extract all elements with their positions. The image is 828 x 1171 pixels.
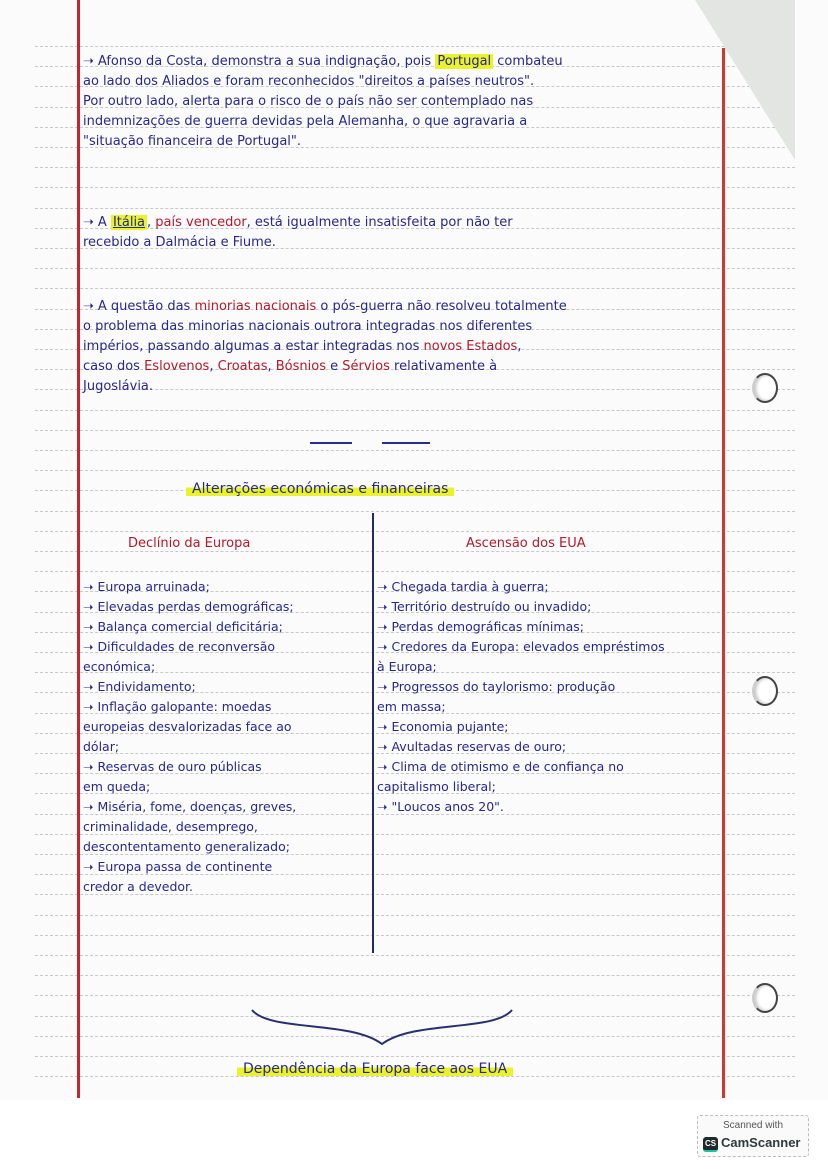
list-item-line [83,797,368,817]
watermark-top-text: Scanned with [722,1120,784,1131]
arrow-bullet-icon: ➝ [83,679,94,694]
text-line: Jugoslávia. [83,379,154,394]
list-item-line [377,777,722,797]
text: o pós-guerra não resolveu totalmente [316,299,567,314]
list-item-line [377,617,722,637]
text: impérios, passando algumas a estar integradas nos [83,339,424,354]
list-item-line [377,637,722,657]
list-item-line [377,597,722,617]
list-item-line [83,617,368,637]
list-item-text: dólar; [83,739,120,754]
arrow-bullet-icon: ➝ [377,599,388,614]
list-item-line [83,817,368,837]
ruled-line [35,551,795,552]
binder-hole-3 [752,983,778,1013]
list-item-text: criminalidade, desemprego, [83,819,258,834]
list-item-text: Miséria, fome, doenças, greves, [97,799,297,814]
list-item-line [377,737,722,757]
text-line: indemnizações de guerra devidas pela Alemanha, o que agravaria a [83,114,528,129]
highlighted-word: Itália [112,215,146,230]
binder-hole-2 [752,676,778,706]
list-item-text: à Europa; [377,659,437,674]
list-item-text: capitalismo liberal; [377,779,496,794]
conclusion-text: Dependência da Europa face aos EUA [237,1061,513,1077]
ruled-line [35,511,795,512]
ruled-line [35,167,795,168]
ruled-line [35,975,795,976]
watermark-brand: CamScanner [721,1135,801,1150]
ruled-line [35,915,795,916]
list-item-text: Credores da Europa: elevados empréstimos [391,639,665,654]
text-line [83,297,723,317]
list-item-line [377,797,722,817]
list-item-line [83,637,368,657]
ruled-line [35,410,795,411]
left-column-heading: Declínio da Europa [128,536,251,551]
arrow-bullet-icon: ➝ [83,299,94,314]
binder-hole-1 [752,373,778,403]
arrow-bullet-icon: ➝ [83,215,94,230]
ruled-line [35,187,795,188]
list-item-line [83,777,368,797]
ruled-line [35,531,795,532]
text: , [517,339,522,354]
text: relativamente à [389,359,498,374]
list-item-line [83,597,368,617]
text-line: o problema das minorias nacionais outrora integradas nos diferentes [83,319,533,334]
list-item-text: Território destruído ou invadido; [391,599,592,614]
red-phrase: Croatas [217,359,268,374]
list-item-text: credor a devedor. [83,879,194,894]
list-item-line [83,677,368,697]
ruled-line [35,571,795,572]
list-item-text: Endividamento; [97,679,196,694]
list-item-text: em queda; [83,779,151,794]
text-line: recebido a Dalmácia e Fiume. [83,235,276,250]
text: , está igualmente insatisfeita por não ter [246,215,513,230]
red-phrase: novos Estados [423,339,518,354]
red-phrase: minorias nacionais [194,299,317,314]
arrow-bullet-icon: ➝ [83,579,94,594]
list-item-line [377,757,722,777]
list-item-line [377,677,722,697]
text-line [83,357,723,377]
left-column-list [83,577,368,897]
list-item-line [83,737,368,757]
list-item-text: em massa; [377,699,446,714]
list-item-line [83,877,368,897]
list-item-text: Europa arruinada; [97,579,210,594]
camscanner-watermark [697,1115,809,1157]
text: , [267,359,276,374]
list-item-line [83,697,368,717]
separator-dash-right [382,442,430,444]
text-line [83,52,723,72]
list-item-text: Balança comercial deficitária; [97,619,283,634]
text: caso dos [83,359,145,374]
ruled-line [35,1056,795,1057]
paragraph-afonso-costa [83,52,723,152]
paragraph-minorias [83,297,723,397]
arrow-bullet-icon: ➝ [83,859,94,874]
right-margin-line [722,48,725,1098]
list-item-text: Chegada tardia à guerra; [391,579,549,594]
ruled-line [35,470,795,471]
arrow-bullet-icon: ➝ [83,619,94,634]
arrow-bullet-icon: ➝ [377,719,388,734]
arrow-bullet-icon: ➝ [377,639,388,654]
arrow-bullet-icon: ➝ [83,799,94,814]
text-line [83,337,723,357]
list-item-text: Progressos do taylorismo: produção [391,679,616,694]
text-line: Por outro lado, alerta para o risco de o país não ser contemplado nas [83,94,534,109]
arrow-bullet-icon: ➝ [83,599,94,614]
arrow-bullet-icon: ➝ [377,619,388,634]
ruled-line [35,208,795,209]
ruled-line [35,995,795,996]
text: Afonso da Costa, demonstra a sua indignação, pois Portugal combateu [97,54,563,69]
list-item-text: Inflação galopante: moedas [97,699,272,714]
ruled-line [35,268,795,269]
list-item-line [83,837,368,857]
list-item-text: "Loucos anos 20". [391,799,504,814]
list-item-line [83,757,368,777]
text: , [209,359,218,374]
ruled-line [35,46,795,47]
text-line: ao lado dos Aliados e foram reconhecidos "direitos a países neutros". [83,74,535,89]
red-phrase: Bósnios [275,359,326,374]
text: A questão das [97,299,195,314]
arrow-bullet-icon: ➝ [83,759,94,774]
arrow-bullet-icon: ➝ [377,799,388,814]
list-item-line [83,857,368,877]
separator-dash-left [310,442,352,444]
left-margin-line [77,0,80,1098]
camscanner-logo-icon: CS [703,1137,718,1152]
right-column-heading: Ascensão dos EUA [466,536,586,551]
list-item-line [83,717,368,737]
arrow-bullet-icon: ➝ [377,679,388,694]
right-column-list [377,577,722,817]
list-item-text: Reservas de ouro públicas [97,759,262,774]
list-item-text: descontentamento generalizado; [83,839,290,854]
text: e [325,359,343,374]
text-line: ➝ A Itália , país vencedor, está igualmente insatisfeita por não ter [83,215,513,230]
list-item-text: Perdas demográficas mínimas; [391,619,584,634]
red-phrase: Sérvios [342,359,390,374]
ruled-line [35,955,795,956]
paragraph-italia [83,213,723,253]
arrow-bullet-icon: ➝ [377,579,388,594]
list-item-text: Clima de otimismo e de confiança no [391,759,624,774]
list-item-text: económica; [83,659,156,674]
arrow-bullet-icon: ➝ [83,699,94,714]
list-item-line [377,577,722,597]
text-line: "situação financeira de Portugal". [83,134,302,149]
list-item-line [83,657,368,677]
list-item-text: Dificuldades de reconversão [97,639,276,654]
section-title: Alterações económicas e financeiras [186,481,454,497]
arrow-bullet-icon: ➝ [83,639,94,654]
column-divider [372,513,374,953]
list-item-line [377,657,722,677]
list-item-text: Avultadas reservas de ouro; [391,739,567,754]
list-item-line [83,577,368,597]
ruled-line [35,430,795,431]
highlighted-word: Portugal [437,54,492,69]
list-item-line [377,717,722,737]
arrow-bullet-icon: ➝ [377,759,388,774]
list-item-text: Elevadas perdas demográficas; [97,599,294,614]
text: A [97,215,111,230]
list-item-text: Economia pujante; [391,719,509,734]
ruled-line [35,935,795,936]
ruled-line [35,288,795,289]
curly-brace-icon [250,1008,515,1048]
red-phrase: Eslovenos [144,359,210,374]
ruled-line [35,450,795,451]
list-item-text: Europa passa de continente [97,859,273,874]
list-item-text: europeias desvalorizadas face ao [83,719,292,734]
arrow-bullet-icon: ➝ [83,54,94,69]
red-phrase: país vencedor [155,215,247,230]
arrow-bullet-icon: ➝ [377,739,388,754]
list-item-line [377,697,722,717]
